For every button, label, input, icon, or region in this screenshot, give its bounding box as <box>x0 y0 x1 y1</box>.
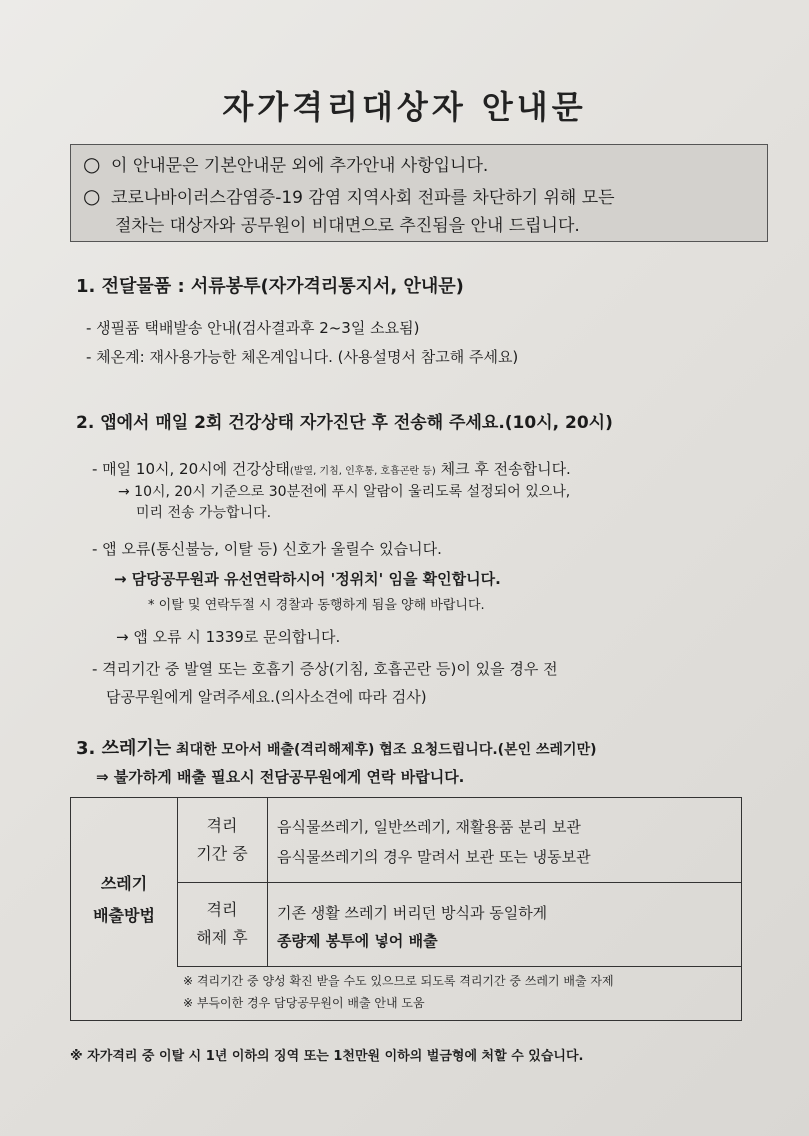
row-2-label-line-1: 격리 <box>206 900 238 919</box>
section-2-item-c-line-2: 담공무원에게 알려주세요.(의사소견에 따라 검사) <box>106 688 427 706</box>
penalty-notice: ※ 자가격리 중 이탈 시 1년 이하의 징역 또는 1천만원 이하의 벌금형에 처할 수 있습니다. <box>70 1049 584 1064</box>
table-note-2: ※ 부득이한 경우 담당공무원이 배출 안내 도움 <box>183 996 425 1010</box>
section-2-item-b-sub-1: → 담당공무원과 유선연락하시어 '정위치' 임을 확인합니다. <box>114 570 501 588</box>
circle-bullet-icon: ○ <box>83 152 101 176</box>
waste-disposal-table <box>70 797 742 1021</box>
row-2-label <box>177 896 267 952</box>
section-2-heading: 2. 앱에서 매일 2회 건강상태 자가진단 후 전송해 주세요.(10시, 20시) <box>76 413 613 433</box>
notice-box <box>70 144 768 242</box>
row-2-text-2: 종량제 봉투에 넣어 배출 <box>277 932 438 950</box>
section-2-item-b-sub-2: * 이탈 및 연락두절 시 경찰과 동행하게 됨을 양해 바랍니다. <box>148 598 485 613</box>
row-1-label-line-1: 격리 <box>206 816 238 835</box>
section-3-sub: ⇒ 불가하게 배출 필요시 전담공무원에게 연락 바랍니다. <box>96 768 465 786</box>
section-2-item-b: - 앱 오류(통신불능, 이탈 등) 신호가 울릴수 있습니다. <box>92 540 442 558</box>
notice-text-1: 이 안내문은 기본안내문 외에 추가안내 사항입니다. <box>111 156 489 176</box>
row-1-text-2: 음식물쓰레기의 경우 말려서 보관 또는 냉동보관 <box>277 848 591 866</box>
page-title: 자가격리대상자 안내문 <box>222 88 587 126</box>
item-a-pre: - 매일 10시, 20시에 건강상태 <box>92 460 290 478</box>
notice-line-2 <box>83 183 615 208</box>
circle-bullet-icon: ○ <box>83 184 101 208</box>
row-1-label <box>177 812 267 868</box>
section-2-item-c-line-1: - 격리기간 중 발열 또는 호흡기 증상(기침, 호흡곤란 등)이 있을 경우 전 <box>92 660 558 678</box>
notice-line-1 <box>83 151 488 176</box>
section-1-heading: 1. 전달물품 : 서류봉투(자가격리통지서, 안내문) <box>76 276 464 297</box>
section-3-heading-bold: 3. 쓰레기는 <box>76 738 172 759</box>
section-1-item-1: - 생필품 택배발송 안내(검사결과후 2~3일 소요됨) <box>86 319 420 337</box>
notice-line-3: 절차는 대상자와 공무원이 비대면으로 추진됨을 안내 드립니다. <box>115 216 580 236</box>
section-3-heading <box>76 734 597 760</box>
row-2-text-1: 기존 생활 쓰레기 버리던 방식과 동일하게 <box>277 904 548 922</box>
item-a-post: 체크 후 전송합니다. <box>435 460 571 478</box>
row-1-label-line-2: 기간 중 <box>196 844 248 863</box>
main-label-line-2: 배출방법 <box>93 906 155 925</box>
section-3-heading-rest: 최대한 모아서 배출(격리해제후) 협조 요청드립니다.(본인 쓰레기만) <box>171 742 597 758</box>
table-note-1: ※ 격리기간 중 양성 확진 받을 수도 있으므로 되도록 격리기간 중 쓰레기 배출 자제 <box>183 974 614 988</box>
section-1-item-2: - 체온계: 재사용가능한 체온계입니다. (사용설명서 참고해 주세요) <box>86 348 519 366</box>
section-2-item-a-sub-1: → 10시, 20시 기준으로 30분전에 푸시 알람이 울리도록 설정되어 있으나, <box>118 484 571 500</box>
item-a-small: (발열, 기침, 인후통, 호흡곤란 등) <box>289 466 436 477</box>
table-divider <box>177 882 741 883</box>
section-2-item-b-sub-3: → 앱 오류 시 1339로 문의합니다. <box>116 628 341 646</box>
section-2-item-a-sub-2: 미리 전송 가능합니다. <box>136 505 272 521</box>
table-main-label <box>71 868 177 932</box>
section-2-item-a <box>92 458 571 479</box>
main-label-line-1: 쓰레기 <box>100 874 148 893</box>
row-1-text-1: 음식물쓰레기, 일반쓰레기, 재활용품 분리 보관 <box>277 818 581 836</box>
row-2-label-line-2: 해제 후 <box>196 928 248 947</box>
table-divider <box>177 966 741 967</box>
notice-text-2: 코로나바이러스감염증-19 감염 지역사회 전파를 차단하기 위해 모든 <box>111 188 615 208</box>
